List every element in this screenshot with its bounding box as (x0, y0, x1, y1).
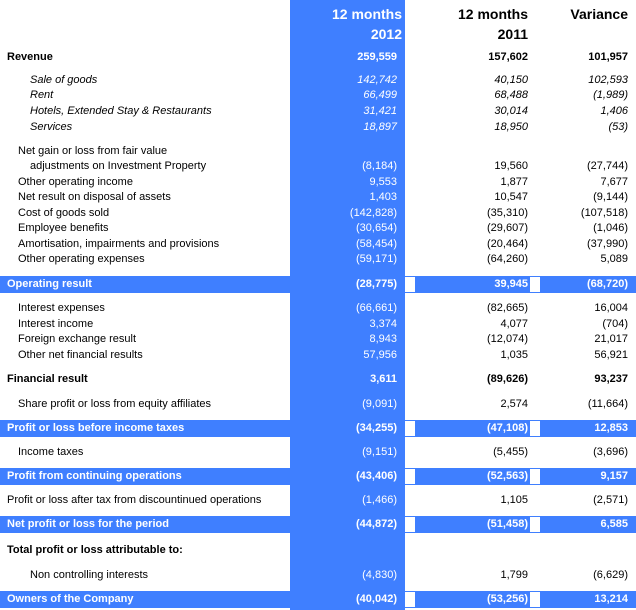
value-2012: (4,830) (362, 569, 397, 581)
row-label: Financial result (7, 373, 88, 385)
value-variance: 93,237 (594, 373, 628, 385)
value-variance: 9,157 (600, 470, 628, 482)
value-2011: (52,563) (487, 470, 528, 482)
row-label: Amortisation, impairments and provisions (18, 238, 220, 250)
row-label: Cost of goods sold (18, 207, 110, 219)
value-2011: (82,665) (487, 302, 528, 314)
value-2012: (34,255) (356, 422, 397, 434)
value-2012: (58,454) (356, 238, 397, 250)
value-2011: (29,607) (487, 222, 528, 234)
value-2012: (9,151) (362, 446, 397, 458)
value-variance: (704) (602, 318, 628, 330)
value-variance: (11,664) (587, 398, 628, 410)
row-label: Employee benefits (18, 222, 109, 234)
row-label: Net result on disposal of assets (18, 191, 171, 203)
value-2011: 2,574 (500, 398, 528, 410)
value-variance: (9,144) (593, 191, 628, 203)
highlight-row-owners (0, 591, 636, 608)
row-label: Hotels, Extended Stay & Restaurants (30, 105, 212, 117)
highlight-row-profit-continuing (0, 468, 636, 485)
value-2011: (35,310) (487, 207, 528, 219)
highlight-row-operating-result (0, 276, 636, 293)
value-variance: (1,989) (593, 89, 628, 101)
value-variance: (107,518) (580, 207, 628, 219)
value-2011: 10,547 (494, 191, 528, 203)
value-variance: (53) (608, 121, 628, 133)
value-2011: 39,945 (494, 278, 528, 290)
value-variance: (27,744) (587, 160, 628, 172)
value-2012: (43,406) (356, 470, 397, 482)
value-2012: (59,171) (356, 253, 397, 265)
value-2012: 1,403 (369, 191, 397, 203)
value-variance: 1,406 (600, 105, 628, 117)
value-2012: (1,466) (362, 494, 397, 506)
value-2011: 68,488 (494, 89, 528, 101)
value-2012: 259,559 (357, 51, 397, 63)
value-2012: (9,091) (362, 398, 397, 410)
row-label: Owners of the Company (7, 593, 134, 605)
value-2012: 66,499 (363, 89, 397, 101)
value-2012: 57,956 (363, 349, 397, 361)
value-2012: 9,553 (369, 176, 397, 188)
value-variance: (3,696) (593, 446, 628, 458)
value-variance: 56,921 (594, 349, 628, 361)
row-label: Revenue (7, 51, 53, 63)
value-2012: (44,872) (356, 518, 397, 530)
value-2011: 1,105 (500, 494, 528, 506)
row-label: adjustments on Investment Property (30, 160, 207, 172)
value-2011: 157,602 (488, 51, 528, 63)
row-label: Share profit or loss from equity affiliates (18, 398, 211, 410)
value-variance: 7,677 (600, 176, 628, 188)
row-label: Income taxes (18, 446, 84, 458)
row-label: Interest expenses (18, 302, 105, 314)
value-2012: 3,374 (369, 318, 397, 330)
col-2012-header-line1: 12 months (331, 6, 402, 22)
value-variance: (1,046) (593, 222, 628, 234)
value-2011: (64,260) (487, 253, 528, 265)
value-variance: 102,593 (588, 74, 628, 86)
row-label: Profit or loss after tax from discountinued operations (7, 494, 262, 506)
row-label: Other operating income (18, 176, 133, 188)
variance-header: Variance (570, 6, 628, 22)
value-2012: 18,897 (363, 121, 397, 133)
value-variance: (2,571) (593, 494, 628, 506)
value-2011: (53,256) (487, 593, 528, 605)
value-2012: (142,828) (349, 207, 397, 219)
value-variance: 16,004 (594, 302, 628, 314)
row-label: Net profit or loss for the period (7, 518, 169, 530)
value-variance: (6,629) (593, 569, 628, 581)
value-2011: (47,108) (487, 422, 528, 434)
value-2012: 8,943 (369, 333, 397, 345)
row-label: Operating result (7, 278, 92, 290)
col-2011-header-line1: 12 months (457, 6, 528, 22)
value-2011: (89,626) (487, 373, 528, 385)
value-variance: 21,017 (594, 333, 628, 345)
col-2012-header-line2: 2012 (370, 26, 402, 42)
value-2012: 31,421 (363, 105, 397, 117)
value-variance: 6,585 (600, 518, 628, 530)
row-label: Sale of goods (30, 74, 98, 86)
row-label: Other operating expenses (18, 253, 145, 265)
value-variance: 101,957 (588, 51, 628, 63)
row-label: Profit or loss before income taxes (7, 422, 185, 434)
value-2011: 18,950 (494, 121, 528, 133)
value-2012: (30,654) (356, 222, 397, 234)
row-label: Net gain or loss from fair value (18, 145, 168, 157)
col-2011-header-line2: 2011 (497, 26, 528, 42)
highlight-row-net-profit (0, 516, 636, 533)
row-label: Services (30, 121, 73, 133)
row-label: Non controlling interests (30, 569, 149, 581)
value-2011: (12,074) (487, 333, 528, 345)
value-2011: (51,458) (487, 518, 528, 530)
value-2011: 40,150 (494, 74, 528, 86)
row-label: Interest income (18, 318, 94, 330)
value-2011: 1,035 (500, 349, 528, 361)
value-2011: (20,464) (487, 238, 528, 250)
value-variance: 13,214 (594, 593, 628, 605)
value-variance: (68,720) (587, 278, 628, 290)
row-label: Profit from continuing operations (7, 470, 182, 482)
value-2011: 4,077 (500, 318, 528, 330)
row-label: Foreign exchange result (18, 333, 137, 345)
value-variance: 12,853 (594, 422, 628, 434)
value-2012: 142,742 (357, 74, 397, 86)
value-variance: 5,089 (600, 253, 628, 265)
value-2012: (8,184) (362, 160, 397, 172)
row-label: Other net financial results (18, 349, 143, 361)
highlight-row-profit-before-taxes (0, 420, 636, 437)
row-label: Rent (30, 89, 54, 101)
value-2011: 19,560 (494, 160, 528, 172)
value-2011: 30,014 (494, 105, 528, 117)
value-2012: 3,611 (370, 373, 397, 385)
value-2011: (5,455) (493, 446, 528, 458)
value-2012: (28,775) (356, 278, 397, 290)
value-2012: (40,042) (356, 593, 397, 605)
row-label: Total profit or loss attributable to: (7, 544, 183, 556)
value-2011: 1,877 (500, 176, 528, 188)
value-variance: (37,990) (587, 238, 628, 250)
value-2012: (66,661) (356, 302, 397, 314)
value-2011: 1,799 (500, 569, 528, 581)
